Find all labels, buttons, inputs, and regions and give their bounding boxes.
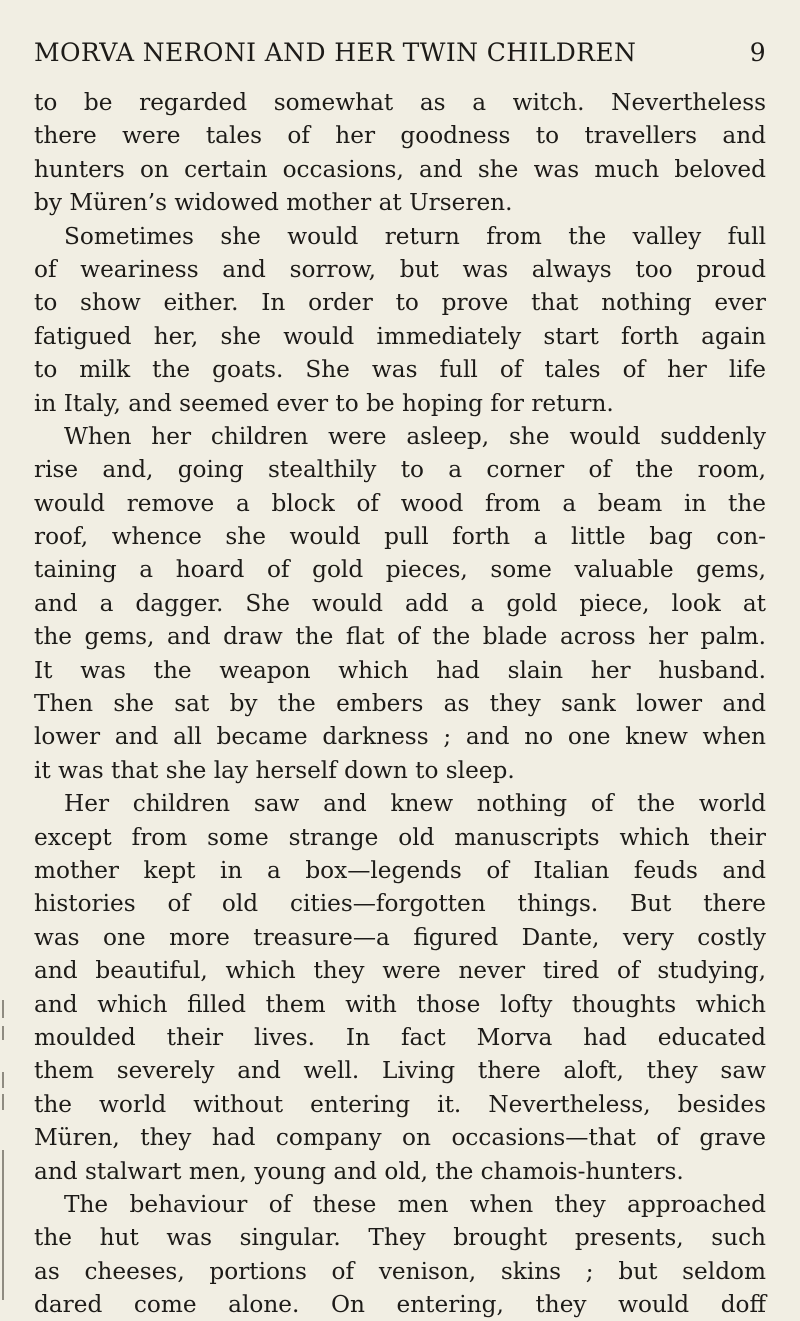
text-line: and a dagger. She would add a gold piece, look at <box>34 589 766 617</box>
text-line: It was the weapon which had slain her husband. <box>34 656 766 684</box>
scan-margin-mark <box>2 1072 4 1088</box>
scan-margin-mark <box>2 1026 4 1040</box>
scan-margin-mark <box>2 1000 4 1018</box>
text-line: them severely and well. Living there aloft, they saw <box>34 1057 766 1085</box>
text-line: by Müren’s widowed mother at Urseren. <box>34 189 513 217</box>
text-line: in Italy, and seemed ever to be hoping for return. <box>34 389 614 417</box>
page-number: 9 <box>749 38 766 67</box>
text-line: When her children were asleep, she would suddenly <box>64 422 766 450</box>
text-line: mother kept in a box—legends of Italian feuds and <box>34 856 766 884</box>
text-line: lower and all became darkness ; and no one knew when <box>34 723 766 751</box>
text-line: taining a hoard of gold pieces, some valuable gems, <box>34 556 766 584</box>
text-line: dared come alone. On entering, they would doff <box>34 1291 766 1319</box>
text-line: histories of old cities—forgotten things. But there <box>34 890 766 918</box>
text-line: the hut was singular. They brought presents, such <box>34 1224 766 1252</box>
text-line: it was that she lay herself down to sleep. <box>34 756 515 784</box>
text-line: Then she sat by the embers as they sank lower and <box>34 690 766 718</box>
text-line: except from some strange old manuscripts which their <box>34 823 766 851</box>
text-line: The behaviour of these men when they approached <box>64 1190 766 1218</box>
text-line: there were tales of her goodness to travellers and <box>34 122 766 150</box>
text-line: and which filled them with those lofty thoughts which <box>34 990 766 1018</box>
scan-margin-mark <box>2 1094 4 1110</box>
text-line: the gems, and draw the flat of the blade across her palm. <box>34 623 766 651</box>
text-line: to milk the goats. She was full of tales of her life <box>34 356 766 384</box>
text-line: moulded their lives. In fact Morva had educated <box>34 1023 766 1051</box>
text-line: of weariness and sorrow, but was always too proud <box>34 255 766 283</box>
text-line: hunters on certain occasions, and she was much beloved <box>34 155 766 183</box>
running-header <box>34 38 766 78</box>
scan-margin-mark <box>2 1150 4 1300</box>
text-line: as cheeses, portions of venison, skins ; but seldom <box>34 1257 766 1285</box>
text-line: and beautiful, which they were never tired of studying, <box>34 957 766 985</box>
text-line: and stalwart men, young and old, the chamois-hunters. <box>34 1157 684 1185</box>
text-line: to be regarded somewhat as a witch. Nevertheless <box>34 89 766 116</box>
running-title: MORVA NERONI AND HER TWIN CHILDREN <box>34 38 637 67</box>
text-line: fatigued her, she would immediately start forth again <box>34 322 766 350</box>
text-line: Her children saw and knew nothing of the world <box>64 790 766 818</box>
text-line: roof, whence she would pull forth a little bag con- <box>34 523 766 551</box>
text-line: Müren, they had company on occasions—that of grave <box>34 1124 766 1152</box>
text-line: was one more treasure—a figured Dante, very costly <box>34 923 766 951</box>
text-line: Sometimes she would return from the valley full <box>64 222 766 250</box>
text-line: to show either. In order to prove that nothing ever <box>34 289 766 317</box>
body-text <box>34 86 766 1321</box>
text-line: rise and, going stealthily to a corner of the room, <box>34 456 766 484</box>
text-line: would remove a block of wood from a beam in the <box>34 489 766 517</box>
text-line: the world without entering it. Nevertheless, besides <box>34 1090 766 1118</box>
